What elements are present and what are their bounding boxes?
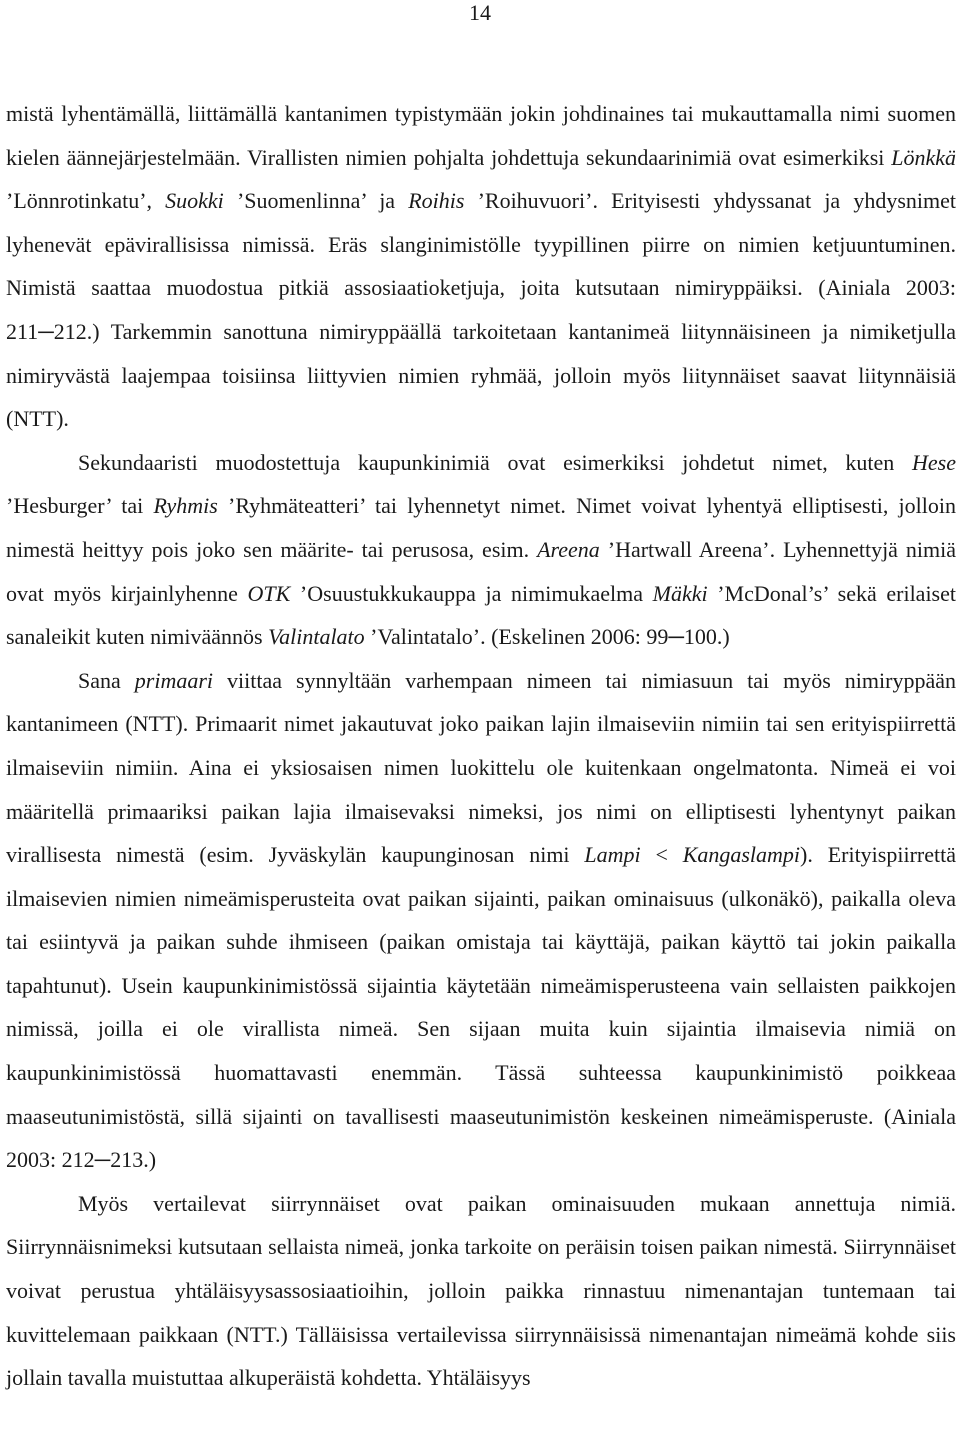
text-run: Sana xyxy=(78,667,135,693)
paragraph xyxy=(6,441,956,659)
text-run: viittaa synnyltään varhempaan nimeen tai nimiasuun tai myös nimiryppään kantanimeen (NTT). Primaarit nimet jakautuvat joko paikan lajin ilmaiseviin nimiin tai sen erityispiirrettä ilmaiseviin nimiin. Aina ei yksiosaisen nimen luokittelu ole kuitenkaan ongelmatonta. Nimeä ei voi määritellä primaariksi paikan lajia ilmaisevaksi nimeksi, jos nimi on elliptisesti lyhentynyt paikan virallisesta nimestä (esim. Jyväskylän kaupunginosan nimi xyxy=(6,667,956,868)
paragraph xyxy=(6,659,956,1182)
italic-term: Roihis xyxy=(408,188,465,214)
text-run: ’Lönnrotinkatu’, xyxy=(6,188,166,214)
text-run: ’Osuustukkukauppa ja nimimukaelma xyxy=(290,580,653,606)
paragraph xyxy=(6,1182,956,1400)
italic-term: Mäkki xyxy=(652,580,708,606)
text-run: ’Hartwall Areena’. Lyhennettyjä nimiä ovat myös kirjainlyhenne xyxy=(6,536,956,606)
italic-term: Valintalato xyxy=(268,624,365,650)
italic-term: Ryhmis xyxy=(153,493,218,519)
text-run: ’Ryhmäteatteri’ tai lyhennetyt nimet. Nimet voivat lyhentyä elliptisesti, jolloin nimestä heittyy pois joko sen määrite- tai perusosa, esim. xyxy=(6,493,956,562)
text-run: < xyxy=(640,842,683,868)
text-run: Myös vertailevat siirrynnäiset ovat paikan ominaisuuden mukaan annettuja nimiä. Siirrynnäisnimeksi kutsutaan sellaista nimeä, jonka tarkoite on peräisin toisen paikan nimestä. Siirrynnäiset voivat perustua yhtäläisyysassosiaatioihin, jolloin paikka rinnastuu nimenantajan tuntemaan tai kuvittelemaan paikkaan (NTT.) Tälläisissa vertailevissa siirrynnäisissä nimenantajan nimeämä kohde siis jollain tavalla muistuttaa alkuperäistä kohdetta. Yhtäläisyys xyxy=(6,1190,956,1391)
text-run: ’Hesburger’ tai xyxy=(6,493,154,519)
text-run: mistä lyhentämällä, liittämällä kantanimen typistymään jokin johdinaines tai mukauttamalla nimi suomen kielen äännejärjestelmään. Virallisten nimien pohjalta johdettuja sekundaarinimiä ovat esimerkiksi xyxy=(6,101,956,170)
italic-term: Lönkkä xyxy=(891,144,956,170)
italic-term: Suokki xyxy=(165,188,224,214)
italic-term: Kangaslampi xyxy=(682,842,801,868)
paragraph xyxy=(6,92,956,441)
italic-term: OTK xyxy=(247,580,291,606)
italic-term: Lampi xyxy=(584,842,641,868)
body-text xyxy=(6,92,956,1400)
text-run: Sekundaaristi muodostettuja kaupunkinimiä ovat esimerkiksi johdetut nimet, kuten xyxy=(78,449,913,475)
text-run: ’Suomenlinna’ ja xyxy=(223,188,409,214)
page-number: 14 xyxy=(469,0,491,25)
text-run: ’McDonal’s’ sekä erilaiset sanaleikit kuten nimiväännös xyxy=(6,580,956,650)
text-run: ’Roihuvuori’. Erityisesti yhdyssanat ja yhdysnimet lyhenevät epävirallisissa nimissä. Eräs slanginimistölle tyypillinen piirre on nimien ketjuuntuminen. Nimistä saattaa muodostua pitkiä assosiaatioketjuja, joita kutsutaan nimiryppäiksi. (Ainiala 2003: 211─212.) Tarkemmin sanottuna nimiryppäällä tarkoitetaan kantanimeä liitynnäisineen ja nimiketjulla nimiryvästä laajempaa toisiinsa liittyvien nimien ryhmää, jolloin myös liitynnäiset saavat liitynnäisiä (NTT). xyxy=(6,188,956,432)
italic-term: primaari xyxy=(134,667,214,693)
italic-term: Areena xyxy=(537,536,600,562)
text-run: ’Valintatalo’. (Eskelinen 2006: 99─100.) xyxy=(364,624,730,650)
italic-term: Hese xyxy=(912,449,956,475)
text-run: ). Erityispiirrettä ilmaisevien nimien nimeämisperusteita ovat paikan sijainti, paikan ominaisuus (ulkonäkö), paikalla oleva tai esiintyvä ja paikan suhde ihmiseen (paikan omistaja tai käyttäjä, paikan käyttö tai jokin paikalla tapahtunut). Usein kaupunkinimistössä sijaintia käytetään nimeämisperusteena vain sellaisten paikkojen nimissä, joilla ei ole virallista nimeä. Sen sijaan muita kuin sijaintia ilmaisevia nimiä on kaupunkinimistössä huomattavasti enemmän. Tässä suhteessa kaupunkinimistö poikkeaa maaseutunimistöstä, sillä sijainti on tavallisesti maaseutunimistön keskeinen nimeämisperuste. (Ainiala 2003: 212─213.) xyxy=(6,842,956,1173)
